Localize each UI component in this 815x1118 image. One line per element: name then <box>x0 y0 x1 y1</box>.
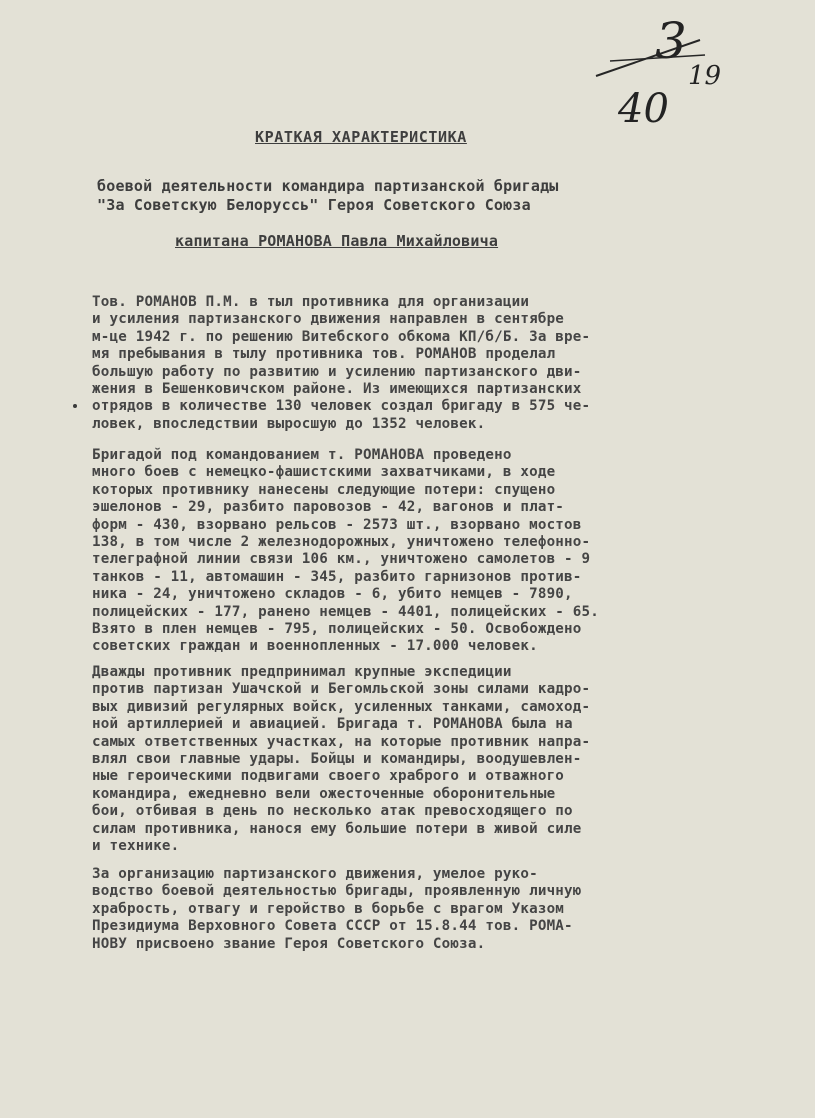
paragraph-2: Бригадой под командованием т. РОМАНОВА проведено много боев с немецко-фашистскими захватчиками, в ходе которых противнику нанесены следующие потери: спущено эшелонов - 29, разбито паровозов - 42, вагонов и плат- форм - 430, взорвано рельсов - 2573 шт., взорвано мостов 138, в том числе 2 железнодорожных, уничтожено телефонно- телеграфной линии связи 106 км., уничтожено самолетов - 9 танков - 11, автомашин - 345, разбито гарнизонов против- ника - 24, уничтожено складов - 6, убито немцев - 7890, полицейских - 177, ранено немцев - 4401, полицейских - 65. Взято в плен немцев - 795, полицейских - 50. Освобождено советских граждан и военнопленных - 17.000 человек. <box>92 447 600 655</box>
handwritten-mark-small: 19 <box>688 61 722 91</box>
handwritten-mark-bottom: 40 <box>618 86 669 132</box>
document-subtitle-name: капитана РОМАНОВА Павла Михайловича <box>175 232 499 250</box>
document-subtitle-line-2: "За Советскую Белоруссь" Героя Советского Союза <box>97 196 531 214</box>
document-title: КРАТКАЯ ХАРАКТЕРИСТИКА <box>255 128 467 146</box>
document-subtitle-line-1: боевой деятельности командира партизанской бригады <box>97 177 559 195</box>
paragraph-3: Дважды противник предпринимал крупные экспедиции против партизан Ушачской и Бегомльской зоны силами кадро- вых дивизий регулярных войск, усиленных танками, самоход- ной артиллерией и авиацией. Бригада т. РОМАНОВА была на самых ответственных участках, на которые противник напра- влял свои главные удары. Бойцы и командиры, воодушевлен- ные героическими подвигами своего храброго и отважного командира, ежедневно вели ожесточенные оборонительные бои, отбивая в день по несколько атак превосходящего по силам противника, нанося ему большие потери в живой силе и технике. <box>92 664 591 855</box>
paragraph-4: За организацию партизанского движения, умелое руко- водство боевой деятельностью бригады, проявленную личную храбрость, отвагу и геройство в борьбе с врагом Указом Президиума Верховного Совета СССР от 15.8.44 тов. РОМА- НОВУ присвоено звание Героя Советского Союза. <box>92 866 582 952</box>
handwritten-mark-top: 3 <box>655 12 687 70</box>
margin-dot <box>73 404 77 408</box>
paragraph-1: Тов. РОМАНОВ П.М. в тыл противника для организации и усиления партизанского движения направлен в сентябре м-це 1942 г. по решению Витебского обкома КП/б/Б. За вре- мя пребывания в тылу противника тов. РОМАНОВ проделал большую работу по развитию и усилению партизанского дви- жения в Бешенковичском районе. Из имеющихся партизанских отрядов в количестве 130 человек создал бригаду в 575 че- ловек, впоследствии выросшую до 1352 человек. <box>92 294 591 432</box>
